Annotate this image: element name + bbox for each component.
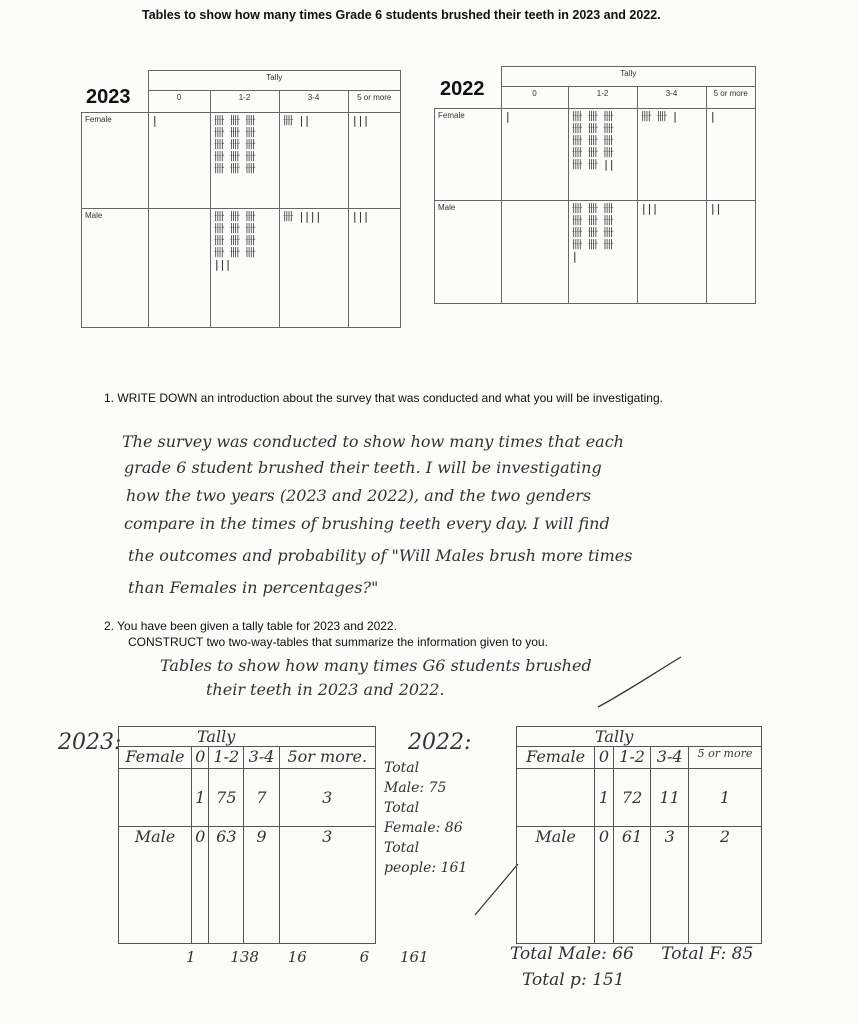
male-3-4-count: 3 (651, 827, 689, 944)
tally-marks: || (709, 202, 721, 215)
answer-2-line: their teeth in 2023 and 2022. (206, 680, 445, 699)
question-2 (104, 618, 724, 650)
grand-total: 161 (399, 948, 429, 966)
tally-marks: | (151, 114, 158, 127)
col-header-5-or-more: 5 or more (706, 87, 756, 109)
col-header-0: 0 (148, 91, 210, 113)
hand-tally-header: Tally (119, 727, 376, 747)
total-male-2022: Total Male: 66 (510, 944, 634, 964)
female-0-count: 1 (192, 769, 209, 827)
column-total-3-4: 16 (287, 948, 307, 966)
question-2-number: 2. (104, 619, 115, 633)
answer-1-line: the outcomes and probability of "Will Males brush more times (128, 546, 633, 565)
note-line: Total (384, 840, 420, 856)
pen-stroke (472, 860, 522, 920)
row-label-male: Male (82, 209, 149, 328)
tally-marks: 卌 卌 | (640, 110, 678, 123)
tally-marks: ||| (351, 114, 369, 127)
note-line: Male: 75 (384, 780, 447, 796)
hand-header-5-or-more: 5 or more (688, 747, 761, 769)
year-2023-label: 2023 (86, 86, 131, 108)
col-header-0: 0 (501, 87, 568, 109)
column-total-0: 1 (186, 948, 196, 966)
male-5-or-more-count: 3 (279, 827, 376, 944)
col-header-1-2: 1-2 (210, 91, 279, 113)
tally-marks: | (709, 110, 716, 123)
hand-row-male: Male (517, 827, 595, 944)
note-line: Female: 86 (384, 820, 463, 836)
answer-1-line: how the two years (2023 and 2022), and the two genders (126, 486, 592, 505)
female-0-count: 1 (595, 769, 614, 827)
hand-header-0: 0 (192, 747, 209, 769)
total-people-2022: Total p: 151 (522, 970, 625, 990)
male-1-2-count: 61 (613, 827, 651, 944)
note-line: people: 161 (384, 860, 468, 876)
col-header-3-4: 3-4 (637, 87, 706, 109)
hand-year-2022: 2022: (408, 730, 472, 755)
tally-marks: ||| (640, 202, 658, 215)
question-2-text-line-2: CONSTRUCT two two-way-tables that summarize the information given to you. (128, 635, 548, 649)
female-3-4-count: 11 (651, 769, 689, 827)
column-total-5-or-more: 6 (359, 948, 370, 966)
row-label-female: Female (82, 113, 149, 209)
row-label-female: Female (435, 109, 502, 201)
hand-table-2023 (118, 726, 376, 944)
hand-table-2022 (516, 726, 762, 944)
note-line: Total (384, 800, 420, 816)
female-3-4-count: 7 (244, 769, 279, 827)
tally-marks: 卌 || (282, 114, 310, 127)
male-1-2-count: 63 (209, 827, 244, 944)
year-2022-label: 2022 (440, 78, 485, 100)
totals-2022-line-1 (510, 944, 753, 964)
female-1-2-count: 75 (209, 769, 244, 827)
hand-year-2023: 2023: (58, 730, 122, 755)
hand-header-0: 0 (595, 747, 614, 769)
hand-header-female: Female (517, 747, 595, 769)
tally-marks: | (504, 110, 511, 123)
hand-row-male: Male (119, 827, 192, 944)
question-1-text: WRITE DOWN an introduction about the survey that was conducted and what you will be investigating. (117, 391, 663, 405)
total-female-2022: Total F: 85 (661, 944, 754, 964)
male-3-4-count: 9 (244, 827, 279, 944)
hand-header-female: Female (119, 747, 192, 769)
tally-marks: 卌 卌 卌 卌 卌 卌 卌 卌 卌 卌 卌 卌 卌 卌 卌 (213, 114, 255, 175)
male-5-or-more-count: 2 (688, 827, 761, 944)
tally-marks: 卌 卌 卌 卌 卌 卌 卌 卌 卌 卌 卌 卌 卌 卌 || (571, 110, 614, 171)
column-total-1-2: 138 (230, 948, 259, 966)
page-title: Tables to show how many times Grade 6 students brushed their teeth in 2023 and 2022. (142, 8, 661, 22)
question-1-number: 1. (104, 391, 115, 405)
col-header-3-4: 3-4 (279, 91, 348, 113)
pen-stroke (596, 652, 686, 712)
tally-table-2022 (434, 66, 756, 304)
tally-marks: 卌 |||| (282, 210, 321, 223)
hand-tally-header: Tally (517, 727, 762, 747)
answer-1-line: compare in the times of brushing teeth every day. I will find (124, 514, 610, 533)
hand-header-1-2: 1-2 (209, 747, 244, 769)
col-header-1-2: 1-2 (568, 87, 637, 109)
hand-header-3-4: 3-4 (651, 747, 689, 769)
tally-marks: 卌 卌 卌 卌 卌 卌 卌 卌 卌 卌 卌 卌 | (571, 202, 613, 263)
hand-header-3-4: 3-4 (244, 747, 279, 769)
hand-header-5-or-more: 5or more. (279, 747, 376, 769)
question-2-text-line-1: You have been given a tally table for 2023 and 2022. (117, 619, 397, 633)
tally-table-2023 (81, 70, 401, 328)
answer-1-line: The survey was conducted to show how many times that each (122, 432, 624, 451)
totals-notes-2023 (384, 758, 467, 878)
tally-marks: ||| (351, 210, 369, 223)
col-header-5-or-more: 5 or more (348, 91, 401, 113)
hand-column-totals-2023 (186, 948, 429, 966)
note-line: Total (384, 760, 420, 776)
tally-marks: 卌 卌 卌 卌 卌 卌 卌 卌 卌 卌 卌 卌 ||| (213, 210, 255, 271)
row-label-male: Male (435, 201, 502, 304)
tally-header: Tally (148, 71, 401, 91)
answer-2-line: Tables to show how many times G6 students brushed (160, 656, 592, 675)
question-1 (104, 390, 704, 406)
female-1-2-count: 72 (613, 769, 651, 827)
answer-1-line: grade 6 student brushed their teeth. I will be investigating (124, 458, 602, 477)
tally-header: Tally (501, 67, 756, 87)
female-5-or-more-count: 3 (279, 769, 376, 827)
female-5-or-more-count: 1 (688, 769, 761, 827)
male-0-count: 0 (595, 827, 614, 944)
hand-header-1-2: 1-2 (613, 747, 651, 769)
answer-1-line: than Females in percentages?" (128, 578, 379, 597)
male-0-count: 0 (192, 827, 209, 944)
